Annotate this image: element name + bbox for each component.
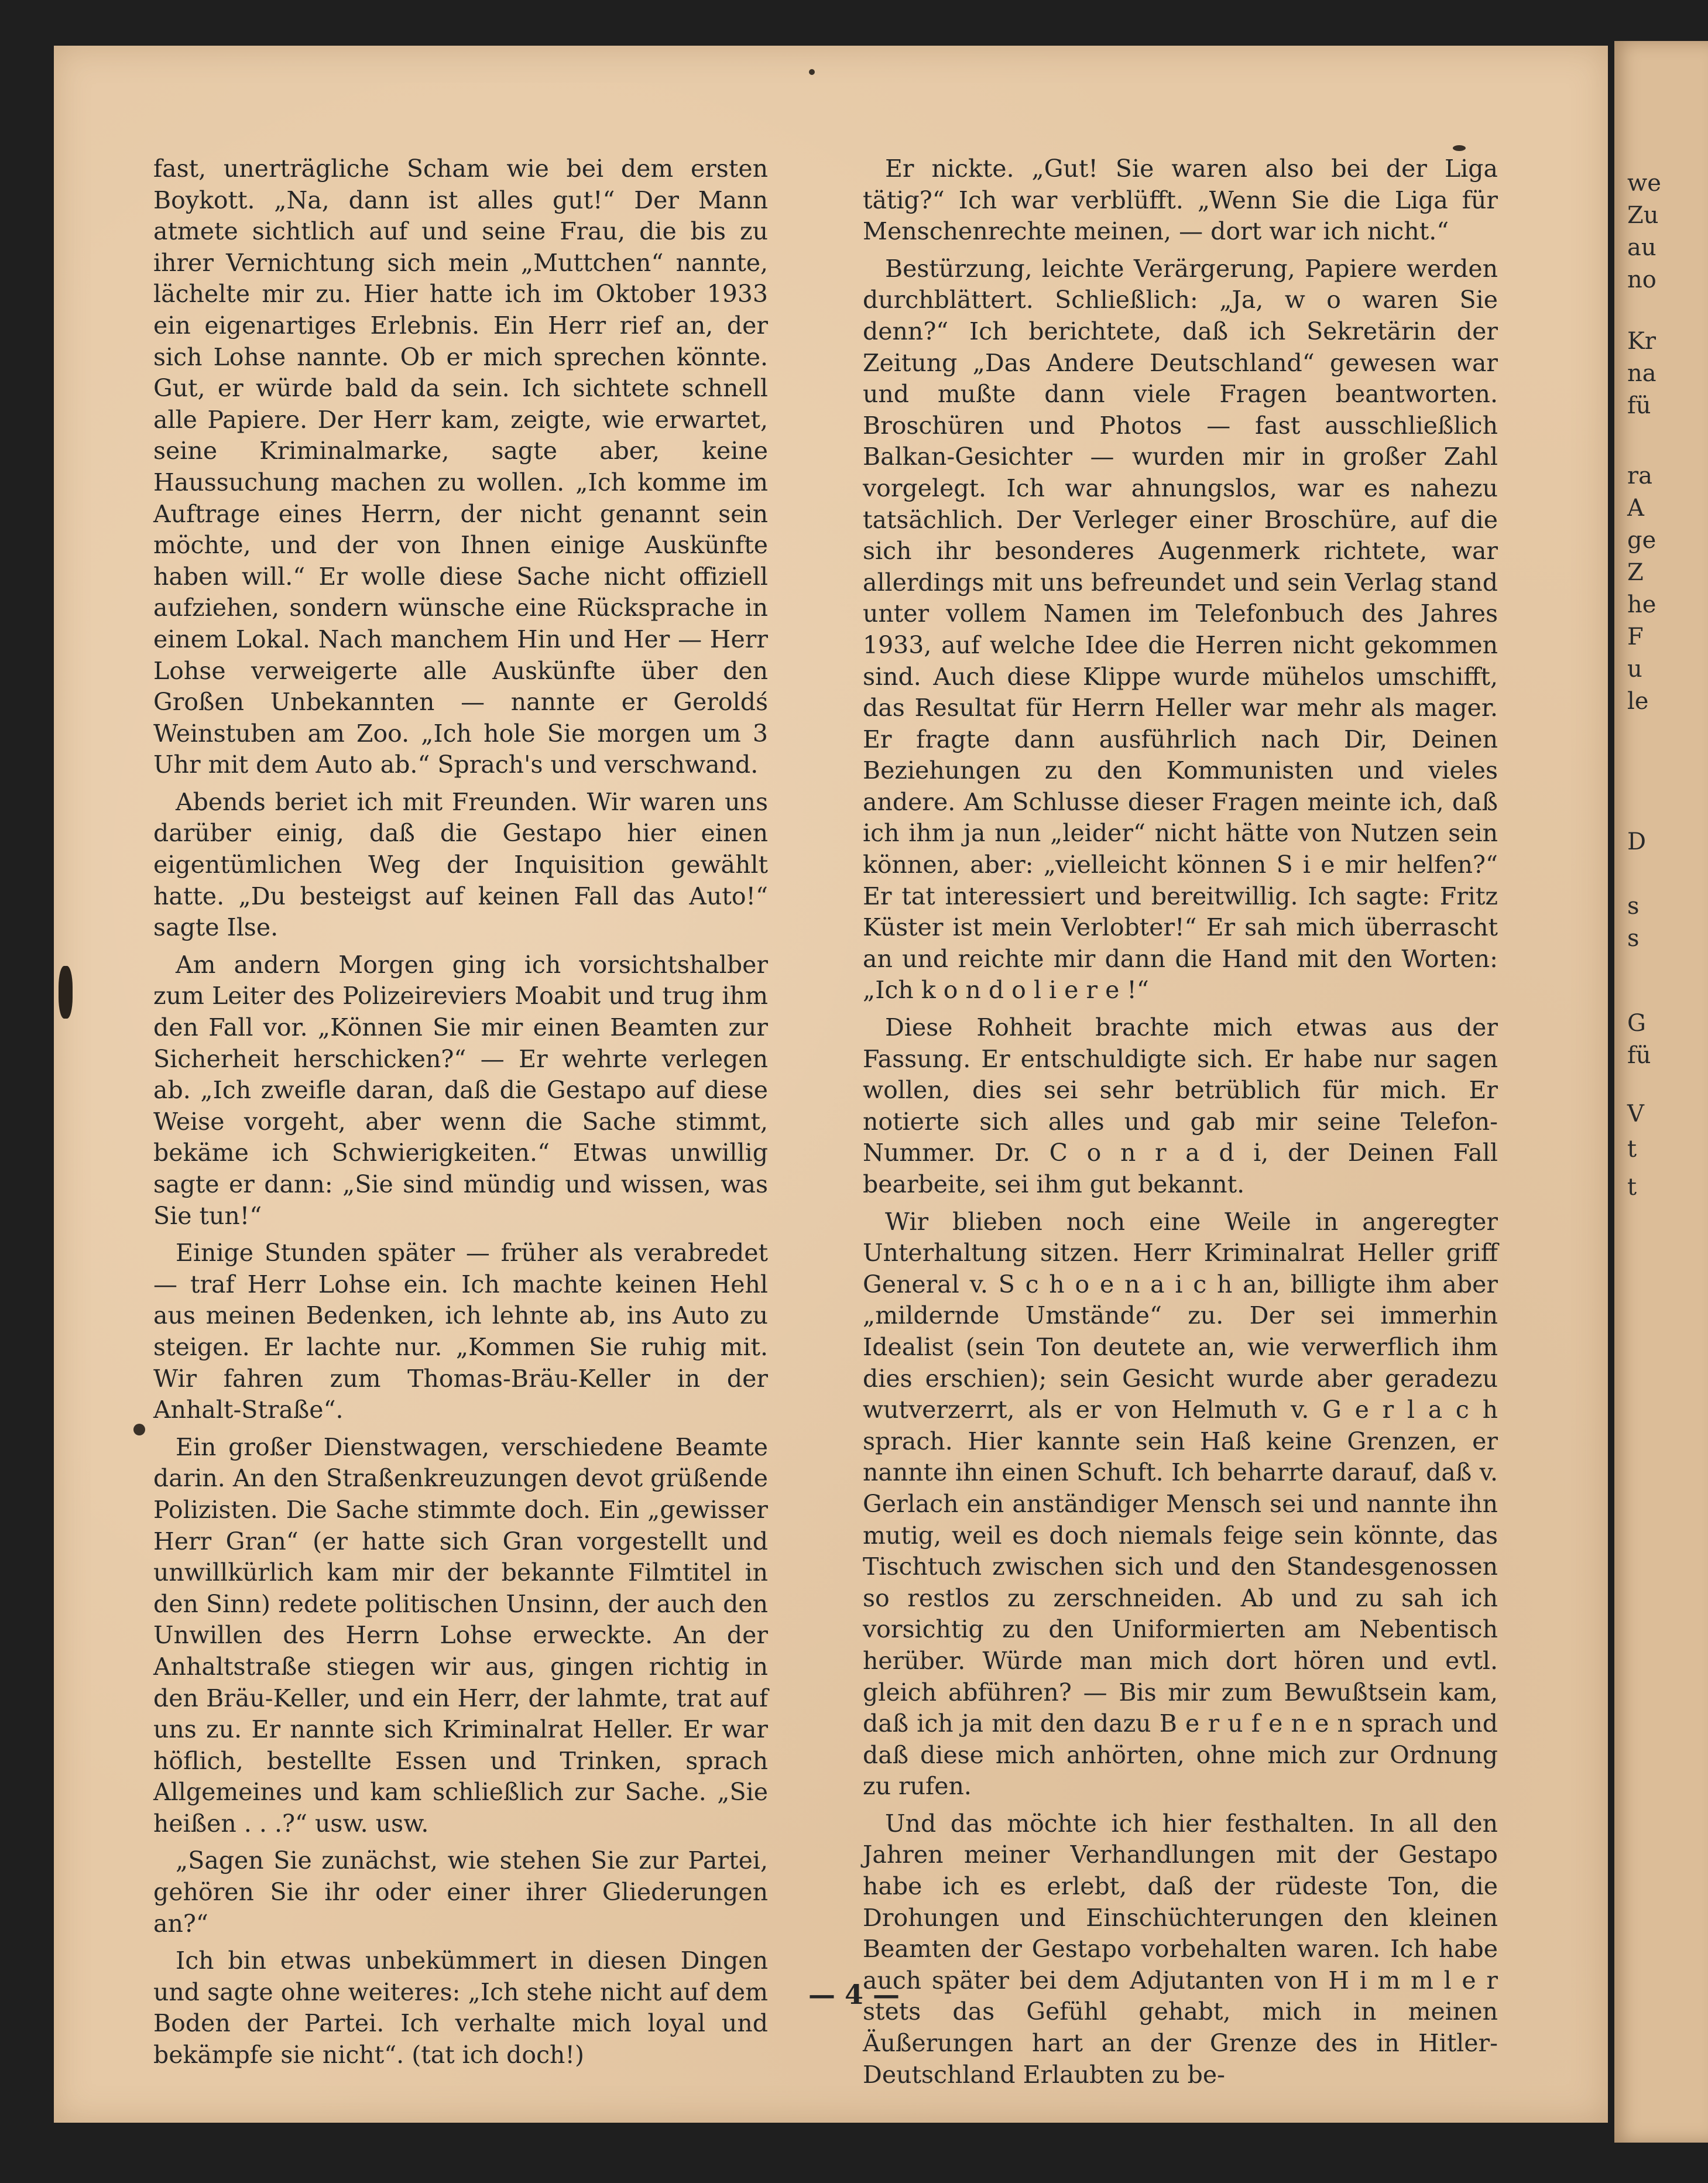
adjacent-page-edge — [1614, 41, 1708, 2143]
paragraph: Diese Rohheit brachte mich etwas aus der Fassung. Er entschuldigte sich. Er habe nur sagen wollen, dies sei sehr betrüblich für mich. Er notierte sich alles und gab mir seine Telefon-Nummer. Dr. C o n r a d i, der Deinen Fall bearbeite, sei ihm gut bekannt. — [863, 1013, 1498, 1198]
next-page-fragment: Zu — [1627, 202, 1659, 229]
paragraph: Bestürzung, leichte Verärgerung, Papiere werden durchblättert. Schließlich: „Ja, w o waren Sie denn?“ Ich berichtete, daß ich Sekretärin der Zeitung „Das Andere Deutschland“ gewesen war und mußte dann viele Fragen beantworten. Broschüren und Photos — fast ausschließlich Balkan-Gesichter — wurden mir in großer Zahl vorgelegt. Ich war ahnungslos, war es nahezu tatsächlich. Der Verleger einer Broschüre, auf die sich ihr besonderes Augenmerk richtete, war allerdings mit uns befreundet und sein Verlag stand unter vollem Namen im Telefonbuch des Jahres 1933, auf welche Idee die Herren nicht gekommen sind. Auch diese Klippe wurde mühelos umschifft, das Resultat für Herrn Heller war mehr als mager. Er fragte dann ausführlich nach Dir, Deinen Beziehungen zu den Kommunisten und vieles andere. Am Schlusse dieser Fragen meinte ich, daß ich ihm ja nun „leider“ nicht hätte von Nutzen sein können, aber: „vielleicht können S i e mir helfen?“ Er tat interessiert und bereitwillig. Ich sagte: Fritz Küster ist mein Verlobter!“ Er sah mich überrascht an und reichte mir dann die Hand mit den Worten: „Ich k o n d o l i e r e !“ — [863, 254, 1498, 1005]
next-page-fragment: le — [1627, 688, 1649, 715]
paper-speck — [133, 1424, 145, 1435]
next-page-fragment: no — [1627, 266, 1656, 293]
next-page-fragment: au — [1627, 234, 1656, 261]
next-page-fragment: Z — [1627, 559, 1644, 586]
right-text-column — [863, 153, 1498, 2096]
next-page-fragment: fü — [1627, 1042, 1651, 1069]
next-page-fragment: s — [1627, 925, 1640, 952]
paragraph: Wir blieben noch eine Weile in angeregter Unterhaltung sitzen. Herr Kriminalrat Heller griff General v. S c h o e n a i c h an, billigte ihm aber „mildernde Umstände“ zu. Der sei immerhin Idealist (sein Ton deutete an, wie verwerflich ihm dies erschien); sein Gesicht wurde aber geradezu wutverzerrt, als er von Helmuth v. G e r l a c h sprach. Hier kannte sein Haß keine Grenzen, er nannte ihn einen Schuft. Ich beharrte darauf, daß v. Gerlach ein anständiger Mensch sei und nannte ihn mutig, weil es doch niemals feige sein könnte, das Tischtuch zwischen sich und den Standesgenossen so restlos zu zerschneiden. Ab und zu sah ich vorsichtig zu den Uniformierten am Nebentisch herüber. Würde man mich dort hören und evtl. gleich abführen? — Bis mir zum Bewußtsein kam, daß ich ja mit den dazu B e r u f e n e n sprach und daß diese mich anhörten, ohne mich zur Ordnung zu rufen. — [863, 1207, 1498, 1801]
paper-speck — [809, 69, 815, 75]
next-page-fragment: fü — [1627, 392, 1651, 419]
left-text-column — [153, 153, 768, 2077]
paragraph: Am andern Morgen ging ich vorsichtshalber zum Leiter des Polizeireviers Moabit und trug ihm den Fall vor. „Können Sie mir einen Beamten zur Sicherheit herschicken?“ — Er wehrte verlegen ab. „Ich zweifle daran, daß die Gestapo auf diese Weise vorgeht, aber wenn die Sache stimmt, bekäme ich Schwierigkeiten.“ Etwas unwillig sagte er dann: „Sie sind mündig und wissen, was Sie tun!“ — [153, 950, 768, 1230]
next-page-fragment: we — [1627, 170, 1661, 197]
next-page-fragment: t — [1627, 1136, 1637, 1163]
paragraph: „Sagen Sie zunächst, wie stehen Sie zur Partei, gehören Sie ihr oder einer ihrer Gliederungen an?“ — [153, 1846, 768, 1938]
paper-speck — [1453, 145, 1466, 151]
next-page-fragment: he — [1627, 591, 1656, 618]
next-page-fragment: V — [1627, 1101, 1644, 1128]
paragraph: Ein großer Dienstwagen, verschiedene Beamte darin. An den Straßenkreuzungen devot grüßende Polizisten. Die Sache stimmte doch. Ein „gewisser Herr Gran“ (er hatte sich Gran vorgestellt und unwillkürlich kam mir der bekannte Filmtitel in den Sinn) redete politischen Unsinn, der auch den Unwillen des Herrn Lohse erweckte. An der Anhaltstraße stiegen wir aus, gingen richtig in den Bräu-Keller, und ein Herr, der lahmte, trat auf uns zu. Er nannte sich Kriminalrat Heller. Er war höflich, bestellte Essen und Trinken, sprach Allgemeines und kam schließlich zur Sache. „Sie heißen . . .?“ usw. usw. — [153, 1433, 768, 1838]
paragraph: fast, unerträgliche Scham wie bei dem ersten Boykott. „Na, dann ist alles gut!“ Der Mann atmete sichtlich auf und seine Frau, die bis zu ihrer Vernichtung sich mein „Muttchen“ nannte, lächelte mir zu. Hier hatte ich im Oktober 1933 ein eigenartiges Erlebnis. Ein Herr rief an, der sich Lohse nannte. Ob er mich sprechen könnte. Gut, er würde bald da sein. Ich sichtete schnell alle Papiere. Der Herr kam, zeigte, wie erwartet, seine Kriminalmarke, sagte aber, keine Haussuchung machen zu wollen. „Ich komme im Auftrage eines Herrn, der nicht genannt sein möchte, und der von Ihnen einige Auskünfte haben will.“ Er wolle diese Sache nicht offiziell aufziehen, sondern wünsche eine Rücksprache in einem Lokal. Nach manchem Hin und Her — Herr Lohse verweigerte alle Auskünfte über den Großen Unbekannten — nannte er Geroldś Weinstuben am Zoo. „Ich hole Sie morgen um 3 Uhr mit dem Auto ab.“ Sprach's und verschwand. — [153, 155, 768, 779]
paper-tear — [59, 966, 73, 1019]
paragraph: Er nickte. „Gut! Sie waren also bei der Liga tätig?“ Ich war verblüfft. „Wenn Sie die Liga für Menschenrechte meinen, — dort war ich nicht.“ — [863, 155, 1498, 246]
next-page-fragment: s — [1627, 893, 1640, 920]
paragraph: Abends beriet ich mit Freunden. Wir waren uns darüber einig, daß die Gestapo hier einen eigentümlichen Weg der Inquisition gewählt hatte. „Du besteigst auf keinen Fall das Auto!“ sagte Ilse. — [153, 787, 768, 942]
next-page-fragment: G — [1627, 1010, 1646, 1037]
next-page-fragment: D — [1627, 828, 1647, 855]
paragraph: Einige Stunden später — früher als verabredet — traf Herr Lohse ein. Ich machte keinen Hehl aus meinen Bedenken, ich lehnte ab, ins Auto zu steigen. Er lachte nur. „Kommen Sie ruhig mit. Wir fahren zum Thomas-Bräu-Keller in der Anhalt-Straße“. — [153, 1239, 768, 1424]
next-page-fragment: Kr — [1627, 328, 1656, 355]
next-page-fragment: A — [1627, 495, 1644, 522]
next-page-fragment: t — [1627, 1174, 1637, 1201]
page-number: — 4 — — [808, 1979, 900, 2010]
next-page-fragment: na — [1627, 360, 1656, 387]
paragraph: Ich bin etwas unbekümmert in diesen Dingen und sagte ohne weiteres: „Ich stehe nicht auf dem Boden der Partei. Ich verhalte mich loyal und bekämpfe sie nicht“. (tat ich doch!) — [153, 1946, 768, 2069]
next-page-fragment: ra — [1627, 462, 1652, 489]
next-page-fragment: ge — [1627, 527, 1656, 554]
paragraph: Und das möchte ich hier festhalten. In all den Jahren meiner Verhandlungen mit der Gestapo habe ich es erlebt, daß der rüdeste Ton, die Drohungen und Einschüchterungen den kleinen Beamten der Gestapo vorbehalten waren. Ich habe auch später bei dem Adjutanten von H i m m l e r stets das Gefühl gehabt, mich in meinen Äußerungen hart an der Grenze des in Hitler-Deutschland Erlaubten zu be- — [863, 1809, 1498, 2089]
next-page-fragment: F — [1627, 623, 1644, 650]
next-page-fragment: u — [1627, 656, 1642, 683]
